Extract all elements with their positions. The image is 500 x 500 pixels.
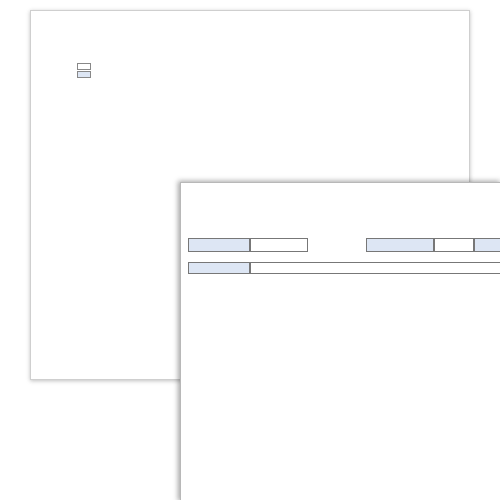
unit-value[interactable]	[250, 238, 308, 252]
legend-swatch-blue	[77, 71, 91, 78]
functions-label	[366, 238, 434, 252]
unit-label	[188, 238, 250, 252]
legend-input-cells	[55, 63, 95, 70]
update-date-label	[474, 238, 500, 252]
legend-swatch-white	[77, 63, 91, 70]
legend-auto-cells	[55, 71, 95, 78]
description-value[interactable]	[250, 262, 500, 274]
functions-value[interactable]	[434, 238, 474, 252]
document-page-risk-assessment	[180, 182, 500, 500]
description-label	[188, 262, 250, 274]
